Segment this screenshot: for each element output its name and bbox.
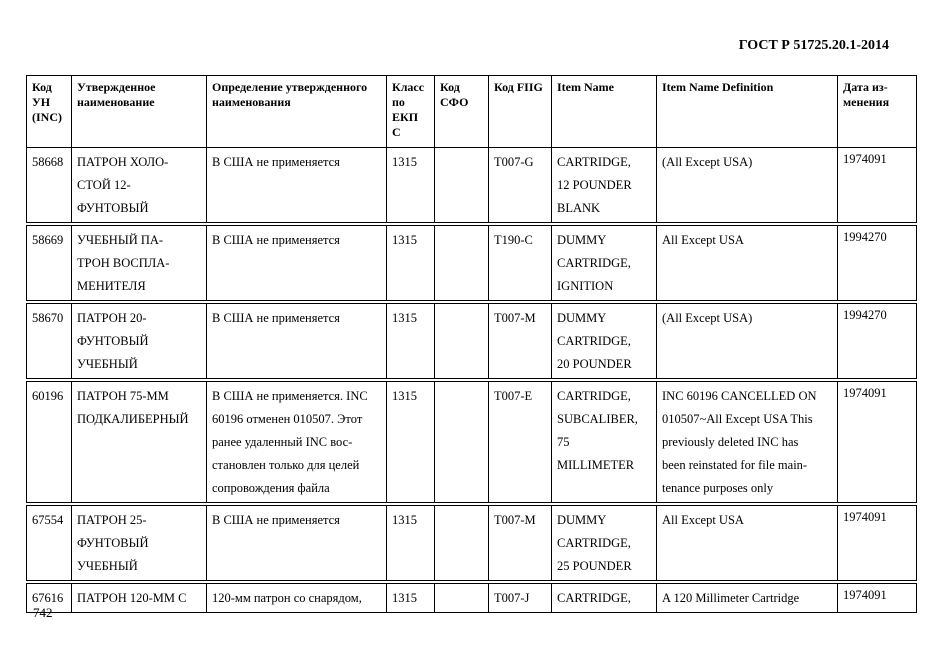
cell-line: ФУНТОВЫЙ	[77, 536, 149, 550]
cell-line: В США не применяется	[212, 513, 340, 527]
cell-value: 58669	[32, 233, 64, 247]
cell-approved-name	[72, 584, 207, 613]
cell-item-definition	[657, 148, 838, 223]
cell-change-date	[838, 506, 917, 581]
cell-inc	[27, 148, 72, 223]
table-body	[27, 148, 917, 613]
cell-approved-name	[72, 382, 207, 503]
cell-value: 60196	[32, 389, 64, 403]
cell-value: 1974091	[843, 152, 887, 166]
cell-fiig	[489, 304, 552, 379]
cell-value: 1315	[392, 155, 417, 169]
cell-class	[387, 148, 435, 223]
cell-definition	[207, 226, 387, 301]
cell-line: All Except USA	[662, 513, 744, 527]
cell-item-name	[552, 304, 657, 379]
cell-line: 60196 отменен 010507. Этот	[212, 412, 363, 426]
cell-value: 1974091	[843, 588, 887, 602]
cell-class	[387, 382, 435, 503]
cell-line: MILLIMETER	[557, 458, 635, 472]
cell-fiig	[489, 148, 552, 223]
cell-item-definition	[657, 382, 838, 503]
cell-line: (All Except USA)	[662, 155, 753, 169]
cell-approved-name	[72, 506, 207, 581]
cell-line: 120-мм патрон со снарядом,	[212, 591, 362, 605]
cell-inc	[27, 382, 72, 503]
catalog-table	[26, 75, 917, 613]
cell-line: DUMMY	[557, 513, 607, 527]
cell-line: ТРОН ВОСПЛА-	[77, 256, 170, 270]
cell-change-date	[838, 304, 917, 379]
cell-class	[387, 506, 435, 581]
cell-line: УЧЕБНЫЙ ПА-	[77, 233, 164, 247]
cell-line: CARTRIDGE,	[557, 591, 631, 605]
cell-line: (All Except USA)	[662, 311, 753, 325]
cell-class	[387, 226, 435, 301]
column-header-fiig: Код FIIG	[489, 76, 552, 148]
cell-value: 1994270	[843, 230, 887, 244]
cell-line: ПАТРОН 25-	[77, 513, 147, 527]
cell-line: 010507~All Except USA This	[662, 412, 813, 426]
cell-line: становлен только для целей	[212, 458, 360, 472]
cell-line: ранее удаленный INC вос-	[212, 435, 353, 449]
table-row	[27, 382, 917, 503]
cell-line: BLANK	[557, 201, 601, 215]
cell-line: ПОДКАЛИБЕРНЫЙ	[77, 412, 189, 426]
cell-value: 1315	[392, 311, 417, 325]
cell-line: СТОЙ 12-	[77, 178, 131, 192]
document-standard-header: ГОСТ Р 51725.20.1-2014	[738, 38, 889, 53]
cell-line: ПАТРОН 75-ММ	[77, 389, 169, 403]
cell-value: 58670	[32, 311, 64, 325]
cell-fiig	[489, 226, 552, 301]
cell-value: 58668	[32, 155, 64, 169]
cell-line: IGNITION	[557, 279, 614, 293]
column-header-class: Класс по ЕКП С	[387, 76, 435, 148]
cell-item-definition	[657, 584, 838, 613]
cell-line: A 120 Millimeter Cartridge	[662, 591, 800, 605]
cell-value: 1974091	[843, 386, 887, 400]
cell-definition	[207, 304, 387, 379]
column-header-definition: Определение утвержденного наименования	[207, 76, 387, 148]
cell-value: 67616	[32, 591, 64, 605]
cell-value: 1994270	[843, 308, 887, 322]
cell-item-definition	[657, 226, 838, 301]
cell-value: T007-E	[494, 389, 533, 403]
cell-line: CARTRIDGE,	[557, 155, 631, 169]
cell-line: В США не применяется	[212, 155, 340, 169]
cell-definition	[207, 148, 387, 223]
cell-inc	[27, 226, 72, 301]
cell-fiig	[489, 584, 552, 613]
cell-value: 1315	[392, 389, 417, 403]
cell-line: ПАТРОН 20-	[77, 311, 147, 325]
column-header-sfo: Код СФО	[435, 76, 489, 148]
cell-definition	[207, 584, 387, 613]
cell-item-name	[552, 148, 657, 223]
table-row	[27, 584, 917, 613]
cell-line: CARTRIDGE,	[557, 389, 631, 403]
cell-value: T007-M	[494, 311, 536, 325]
cell-item-name	[552, 506, 657, 581]
cell-definition	[207, 382, 387, 503]
cell-line: CARTRIDGE,	[557, 536, 631, 550]
cell-line: ПАТРОН 120-ММ С	[77, 591, 187, 605]
column-header-change-date: Дата из-менения	[838, 76, 917, 148]
cell-line: В США не применяется	[212, 311, 340, 325]
table-header-row	[27, 76, 917, 148]
cell-inc	[27, 304, 72, 379]
column-header-inc: Код УН (INC)	[27, 76, 72, 148]
cell-sfo	[435, 148, 489, 223]
cell-line: ФУНТОВЫЙ	[77, 201, 149, 215]
cell-approved-name	[72, 148, 207, 223]
cell-line: УЧЕБНЫЙ	[77, 559, 138, 573]
cell-change-date	[838, 382, 917, 503]
cell-value: 1974091	[843, 510, 887, 524]
cell-value: 1315	[392, 513, 417, 527]
cell-line: УЧЕБНЫЙ	[77, 357, 138, 371]
cell-value: 1315	[392, 591, 417, 605]
cell-item-definition	[657, 506, 838, 581]
table-row	[27, 226, 917, 301]
cell-value: T190-C	[494, 233, 533, 247]
cell-line: CARTRIDGE,	[557, 334, 631, 348]
cell-value: 67554	[32, 513, 64, 527]
cell-sfo	[435, 382, 489, 503]
cell-line: 20 POUNDER	[557, 357, 632, 371]
cell-line: CARTRIDGE,	[557, 256, 631, 270]
cell-line: В США не применяется. INC	[212, 389, 368, 403]
cell-item-definition	[657, 304, 838, 379]
cell-line: INC 60196 CANCELLED ON	[662, 389, 817, 403]
cell-approved-name	[72, 226, 207, 301]
cell-item-name	[552, 226, 657, 301]
cell-item-name	[552, 584, 657, 613]
cell-inc	[27, 506, 72, 581]
cell-value: T007-J	[494, 591, 530, 605]
cell-value: 1315	[392, 233, 417, 247]
cell-class	[387, 584, 435, 613]
cell-definition	[207, 506, 387, 581]
cell-line: 75	[557, 435, 570, 449]
cell-line: сопровождения файла	[212, 481, 330, 495]
table-row	[27, 148, 917, 223]
cell-class	[387, 304, 435, 379]
cell-item-name	[552, 382, 657, 503]
cell-line: В США не применяется	[212, 233, 340, 247]
cell-change-date	[838, 226, 917, 301]
table-row	[27, 304, 917, 379]
cell-line: МЕНИТЕЛЯ	[77, 279, 146, 293]
cell-fiig	[489, 506, 552, 581]
column-header-approved-name: Утвержденное наименование	[72, 76, 207, 148]
cell-line: ПАТРОН ХОЛО-	[77, 155, 169, 169]
cell-sfo	[435, 226, 489, 301]
column-header-item-name-definition: Item Name Definition	[657, 76, 838, 148]
cell-sfo	[435, 584, 489, 613]
table-row	[27, 506, 917, 581]
cell-line: previously deleted INC has	[662, 435, 799, 449]
cell-line: 12 POUNDER	[557, 178, 632, 192]
cell-fiig	[489, 382, 552, 503]
cell-line: ФУНТОВЫЙ	[77, 334, 149, 348]
cell-sfo	[435, 304, 489, 379]
cell-approved-name	[72, 304, 207, 379]
cell-change-date	[838, 584, 917, 613]
cell-line: tenance purposes only	[662, 481, 774, 495]
page-number: 742	[33, 605, 53, 620]
column-header-item-name: Item Name	[552, 76, 657, 148]
cell-line: SUBCALIBER,	[557, 412, 638, 426]
cell-line: 25 POUNDER	[557, 559, 632, 573]
cell-change-date	[838, 148, 917, 223]
cell-line: All Except USA	[662, 233, 744, 247]
cell-value: T007-G	[494, 155, 534, 169]
cell-value: T007-M	[494, 513, 536, 527]
cell-sfo	[435, 506, 489, 581]
cell-line: been reinstated for file main-	[662, 458, 808, 472]
cell-line: DUMMY	[557, 233, 607, 247]
cell-line: DUMMY	[557, 311, 607, 325]
